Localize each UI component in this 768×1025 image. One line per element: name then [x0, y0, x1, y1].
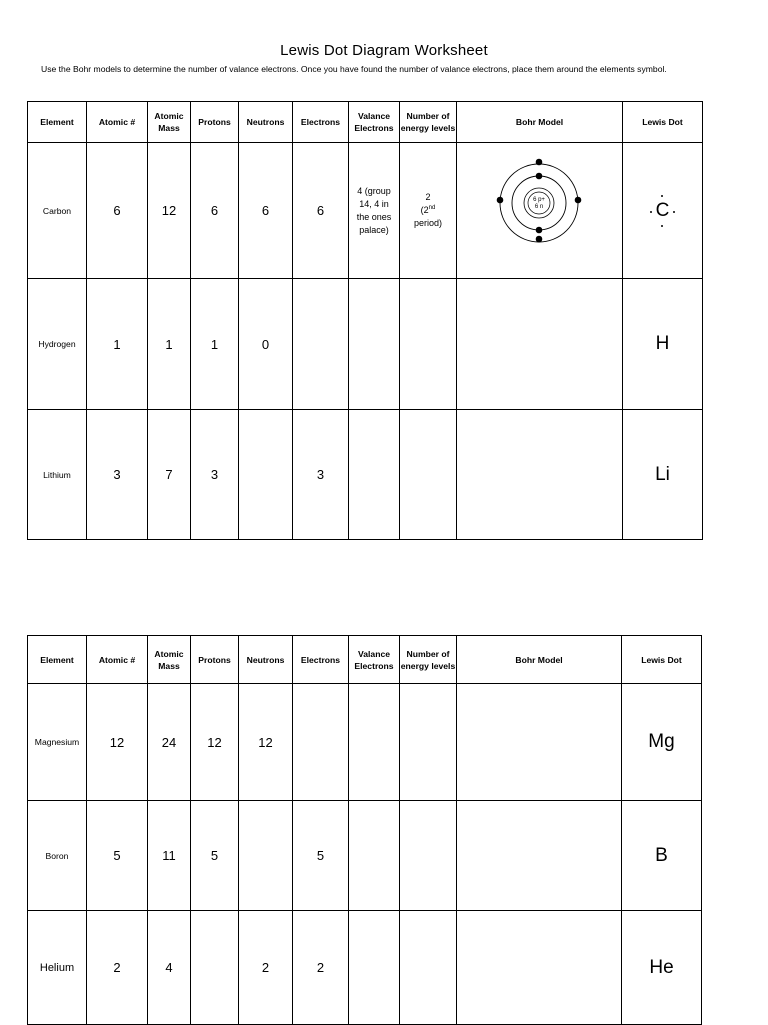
cell-bohr-model — [457, 143, 623, 279]
cell-energy-levels — [400, 410, 457, 540]
worksheet-table-2 — [27, 635, 702, 1025]
cell-neutrons: 6 — [239, 143, 293, 279]
cell-atomic-mass: 12 — [148, 143, 191, 279]
energy-levels-number: 2 — [425, 192, 431, 202]
lewis-dot-carbon — [656, 200, 670, 222]
cell-electrons: 2 — [293, 911, 349, 1025]
header-neutrons: Neutrons — [239, 102, 293, 143]
cell-energy-levels — [400, 279, 457, 410]
table-row — [28, 801, 702, 911]
header-row — [28, 102, 703, 143]
header-element: Element — [28, 102, 87, 143]
nucleus-protons: 6 p+ — [533, 197, 545, 203]
instructions-text: Use the Bohr models to determine the number of valance electrons. Once you have found the number of valance electrons, place them around the elements symbol. — [41, 64, 667, 74]
worksheet-table-1 — [27, 101, 703, 540]
cell-atomic-number: 2 — [87, 911, 148, 1025]
header-protons: Protons — [191, 102, 239, 143]
electron — [536, 159, 543, 166]
cell-protons: 6 — [191, 143, 239, 279]
table-row — [28, 410, 703, 540]
cell-atomic-number: 1 — [87, 279, 148, 410]
cell-neutrons: 0 — [239, 279, 293, 410]
cell-atomic-mass: 4 — [148, 911, 191, 1025]
cell-atomic-number: 12 — [87, 684, 148, 801]
table-row — [28, 684, 702, 801]
cell-bohr-model — [457, 911, 622, 1025]
cell-atomic-mass: 7 — [148, 410, 191, 540]
header-row — [28, 636, 702, 684]
electron — [536, 227, 543, 234]
cell-atomic-mass: 24 — [148, 684, 191, 801]
cell-atomic-mass: 1 — [148, 279, 191, 410]
header-atomic-number: Atomic # — [87, 102, 148, 143]
cell-energy-levels — [400, 801, 457, 911]
header-atomic-mass: Atomic Mass — [148, 102, 191, 143]
cell-atomic-number: 3 — [87, 410, 148, 540]
cell-element: Hydrogen — [28, 279, 87, 410]
cell-lewis-dot — [623, 143, 703, 279]
valence-dot — [650, 211, 653, 214]
cell-bohr-model — [457, 410, 623, 540]
cell-valance — [349, 410, 400, 540]
cell-electrons — [293, 279, 349, 410]
nucleus-core — [528, 192, 550, 214]
electron — [497, 197, 504, 204]
header-valance: Valance Electrons — [349, 102, 400, 143]
cell-valance — [349, 279, 400, 410]
valence-dot — [661, 195, 664, 198]
table-row — [28, 911, 702, 1025]
cell-electrons: 3 — [293, 410, 349, 540]
cell-element: Lithium — [28, 410, 87, 540]
cell-lewis-dot: H — [623, 279, 703, 410]
cell-valance — [349, 801, 400, 911]
cell-element: Magnesium — [28, 684, 87, 801]
cell-electrons — [293, 684, 349, 801]
header-lewis-dot: Lewis Dot — [622, 636, 702, 684]
bohr-model-diagram — [457, 143, 622, 273]
lewis-symbol: C — [655, 199, 670, 221]
header-bohr-model: Bohr Model — [457, 102, 623, 143]
cell-atomic-number: 5 — [87, 801, 148, 911]
electron — [536, 173, 543, 180]
nucleus-outline — [524, 188, 554, 218]
cell-valance — [349, 684, 400, 801]
electron — [575, 197, 582, 204]
header-protons: Protons — [191, 636, 239, 684]
cell-bohr-model — [457, 279, 623, 410]
header-valance: Valance Electrons — [349, 636, 400, 684]
energy-levels-note: (2nd — [420, 205, 436, 215]
cell-neutrons — [239, 801, 293, 911]
inner-shell — [512, 176, 566, 230]
cell-atomic-number: 6 — [87, 143, 148, 279]
header-neutrons: Neutrons — [239, 636, 293, 684]
cell-valance — [349, 911, 400, 1025]
header-bohr-model: Bohr Model — [457, 636, 622, 684]
cell-protons — [191, 911, 239, 1025]
cell-electrons: 5 — [293, 801, 349, 911]
cell-lewis-dot: He — [622, 911, 702, 1025]
valence-dot — [673, 211, 676, 214]
cell-atomic-mass: 11 — [148, 801, 191, 911]
header-element: Element — [28, 636, 87, 684]
header-energy-levels: Number of energy levels — [400, 636, 457, 684]
electron — [536, 236, 543, 243]
cell-element: Carbon — [28, 143, 87, 279]
cell-lewis-dot: Li — [623, 410, 703, 540]
worksheet-title: Lewis Dot Diagram Worksheet — [280, 42, 488, 59]
cell-neutrons — [239, 410, 293, 540]
header-energy-levels: Number of energy levels — [400, 102, 457, 143]
table-row — [28, 279, 703, 410]
cell-protons: 3 — [191, 410, 239, 540]
cell-protons: 1 — [191, 279, 239, 410]
cell-electrons: 6 — [293, 143, 349, 279]
cell-bohr-model — [457, 684, 622, 801]
header-atomic-mass: Atomic Mass — [148, 636, 191, 684]
cell-energy-levels — [400, 143, 457, 279]
valence-dot — [661, 225, 664, 228]
cell-energy-levels — [400, 684, 457, 801]
table-row — [28, 143, 703, 279]
header-atomic-number: Atomic # — [87, 636, 148, 684]
cell-element: Helium — [28, 911, 87, 1025]
cell-protons: 12 — [191, 684, 239, 801]
cell-neutrons: 12 — [239, 684, 293, 801]
cell-protons: 5 — [191, 801, 239, 911]
nucleus-neutrons: 6 n — [534, 204, 544, 210]
cell-lewis-dot: Mg — [622, 684, 702, 801]
cell-bohr-model — [457, 801, 622, 911]
cell-element: Boron — [28, 801, 87, 911]
energy-levels-tail: period) — [413, 218, 442, 228]
cell-lewis-dot: B — [622, 801, 702, 911]
header-electrons: Electrons — [293, 636, 349, 684]
cell-neutrons: 2 — [239, 911, 293, 1025]
cell-energy-levels — [400, 911, 457, 1025]
cell-valance: 4 (group 14, 4 in the ones palace) — [349, 143, 400, 279]
header-lewis-dot: Lewis Dot — [623, 102, 703, 143]
header-electrons: Electrons — [293, 102, 349, 143]
